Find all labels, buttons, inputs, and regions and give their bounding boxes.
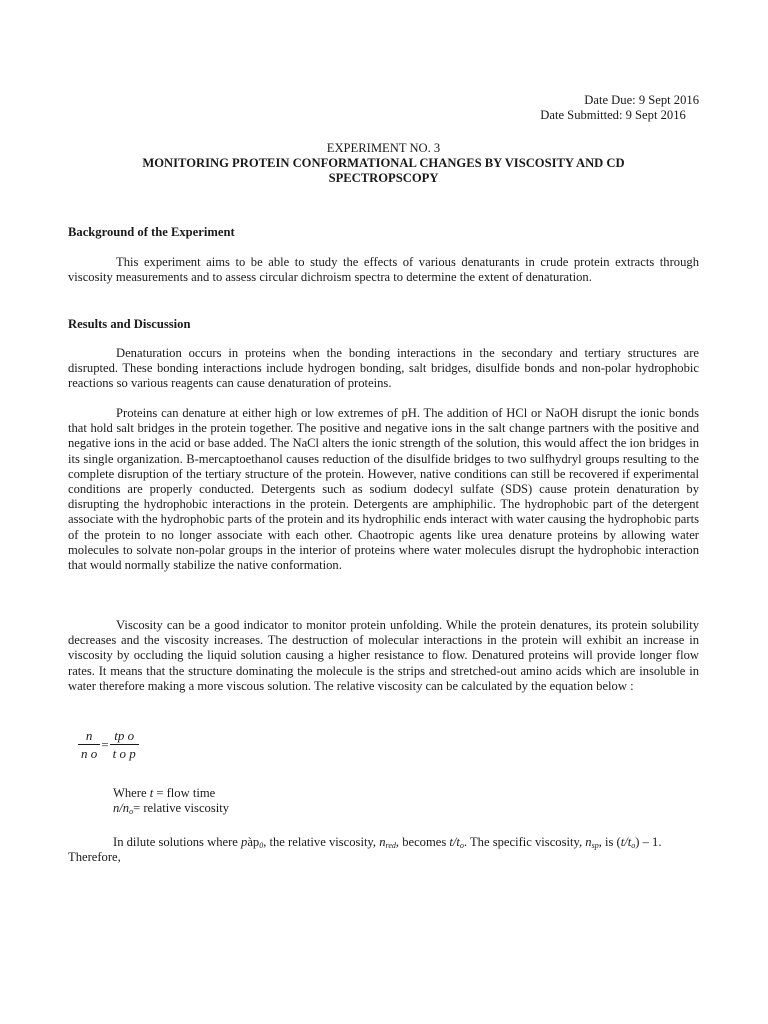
equation-lhs-fraction [78,727,100,762]
background-paragraph: This experiment aims to be able to study the effects of various denaturants in crude protein extracts through viscosity measurements and to assess circular dichroism spectra to determine the extent of denaturation. [68,255,699,285]
subscript-o: o [129,807,134,817]
math-subscript: red [385,841,396,850]
results-paragraph-1: Denaturation occurs in proteins when the bonding interactions in the secondary and tertiary structures are disrupted. These bonding interactions include hydrogen bonding, salt bridges, disulfide bonds and non-polar hydrophobic reactions so various reagents can cause denaturation of proteins. [68,346,699,391]
definition-relative-viscosity [113,801,229,816]
definition-flow-time-text: = flow time [153,786,216,800]
variable-definitions [113,786,229,816]
math-var: t/t [620,835,632,849]
text-segment: , is ( [598,835,621,849]
math-var: n [379,835,386,849]
math-subscript: 0 [259,841,264,850]
math-var: n [585,835,592,849]
document-title [68,141,699,187]
equation-equals: = [101,736,109,752]
results-paragraph-2: Proteins can denature at either high or low extremes of pH. The addition of HCl or NaOH disrupt the ionic bonds that hold salt bridges in the protein together. The positive and negative ions in the salt change partners with the positive and negative ions in the acid or base added. The NaCl alters the ionic strength of the solution, this would affect the ion bridges in its single organization. Β-mercaptoethanol causes reduction of the disulfide bridges to two sulfhydryl groups resulting to the complete disruption of the tertiary structure of the protein. However, native conditions can still be recovered if experimental conditions are properly conducted. Detergents such as sodium dodecyl sulfate (SDS) cause protein denaturation by disrupting the hydrophobic interactions in the protein. Detergents are amphiphilic. The hydrophobic part of the detergent associate with the hydrophobic parts of the protein and its hydrophilic ends interact with water causing the hydrophobic parts of the protein to no longer associate with each other. Chaotropic agents like urea denature proteins by allowing water molecules to solvate non-polar groups in the interior of proteins where water molecules disrupt the hydrophobic interaction that would normally stabilize the native conformation. [68,406,699,573]
equation-lhs-denominator: n o [81,746,98,761]
math-var: p [241,835,248,849]
where-prefix: Where [113,786,150,800]
background-heading: Background of the Experiment [68,225,235,239]
equation-rhs-denominator: t o p [112,746,136,761]
math-subscript: o [631,841,636,850]
definition-relative-viscosity-text: = relative viscosity [133,801,230,816]
definition-flow-time [113,786,229,801]
date-due: Date Due: 9 Sept 2016 [584,93,699,107]
text-segment: , becomes [395,835,450,849]
text-segment: àp [247,835,260,849]
date-block [540,93,699,123]
date-submitted: Date Submitted: 9 Sept 2016 [540,108,686,123]
text-segment: . The specific viscosity, [463,835,586,849]
equation-rhs-fraction [110,727,139,762]
relative-viscosity-equation [78,727,139,762]
text-segment: ) – 1. Therefore, [68,835,662,865]
results-paragraph-3: Viscosity can be a good indicator to monitor protein unfolding. While the protein denatures, its protein solubility decreases and the viscosity increases. The destruction of molecular interactions in the protein will exhibit an increase in viscosity by occluding the liquid solution causing a higher resistance to flow. Denatured proteins will provide longer flow rates. It means that the structure dominating the molecule is the strips and stretched-out amino acids which are insoluble in water therefore making a more viscous solution. The relative viscosity can be calculated by the equation below : [68,618,699,693]
math-subscript: sp [591,841,599,850]
math-var: t/t [449,835,460,849]
results-paragraph-4 [68,835,699,865]
experiment-title-line-2: SPECTROPSCOPY [328,171,439,186]
text-segment: , the relative viscosity, [263,835,380,849]
experiment-number: EXPERIMENT NO. 3 [326,141,441,155]
experiment-title-line-1: MONITORING PROTEIN CONFORMATIONAL CHANGES BY VISCOSITY AND CD [142,156,625,171]
variable-t: t [149,786,154,800]
results-heading: Results and Discussion [68,317,191,331]
variable-n-ratio: n/n [113,801,130,816]
math-subscript: o [459,841,464,850]
equation-lhs-numerator: n [78,727,100,745]
text-segment: In dilute solutions where [113,835,242,849]
equation-rhs-numerator: tp o [110,727,139,745]
